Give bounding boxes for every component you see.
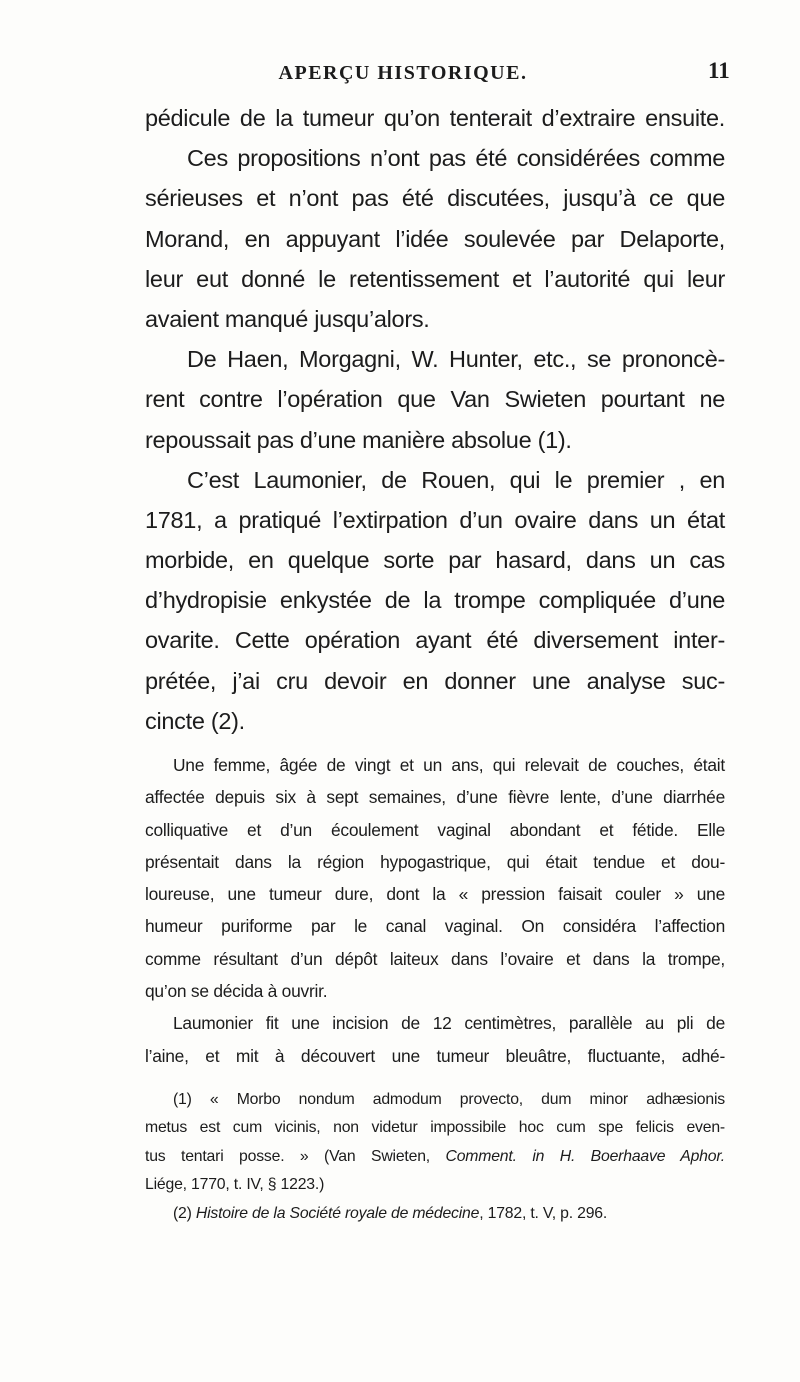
case-line: présentait dans la région hypogastrique, qui était tendue et dou- [145, 851, 725, 872]
text-line: avaient manqué jusqu’alors. [145, 305, 430, 332]
text-line: Morand, en appuyant l’idée soulevée par Delaporte, [145, 225, 725, 252]
text-line: prétée, j’ai cru devoir en donner une analyse suc- [145, 667, 725, 694]
case-line: comme résultant d’un dépôt laiteux dans l’ovaire et dans la trompe, [145, 948, 725, 969]
main-text [145, 98, 725, 741]
text-line: repoussait pas d’une manière absolue (1). [145, 426, 572, 453]
text-line: cincte (2). [145, 707, 245, 734]
footnote-line [145, 1200, 725, 1228]
text-line: ovarite. Cette opération ayant été diversement inter- [145, 627, 725, 654]
case-line: loureuse, une tumeur dure, dont la « pression faisait couler » une [145, 884, 725, 905]
text-line: d’hydropisie enkystée de la trompe compliquée d’une [145, 587, 725, 614]
footnote-line [145, 1143, 725, 1171]
text-line: De Haen, Morgagni, W. Hunter, etc., se prononcè- [187, 346, 725, 373]
case-line: Laumonier fit une incision de 12 centimètres, parallèle au pli de [173, 1013, 725, 1034]
body-text [145, 98, 725, 1228]
text-line: sérieuses et n’ont pas été discutées, jusqu’à ce que [145, 185, 725, 212]
footnote-text: tus tentari posse. » (Van Swieten, [145, 1147, 446, 1165]
footnote-text: , 1782, t. V, p. 296. [479, 1204, 608, 1222]
footnote-cited-title: Histoire de la Société royale de médecine [195, 1204, 480, 1222]
footnote-line: (1) « Morbo nondum admodum provecto, dum minor adhæsionis [173, 1090, 725, 1108]
text-line: 1781, a pratiqué l’extirpation d’un ovaire dans un état [145, 506, 725, 533]
case-line: humeur puriforme par le canal vaginal. On considéra l’affection [145, 916, 725, 937]
case-line: Une femme, âgée de vingt et un ans, qui relevait de couches, était [173, 755, 725, 775]
page-number: 11 [708, 58, 730, 83]
text-line: pédicule de la tumeur qu’on tenterait d’extraire ensuite. [145, 105, 725, 131]
case-report [145, 749, 725, 1072]
text-line: leur eut donné le retentissement et l’autorité qui leur [145, 265, 725, 292]
text-line: C’est Laumonier, de Rouen, qui le premier , en [187, 466, 725, 493]
footnotes [145, 1086, 725, 1228]
text-line: Ces propositions n’ont pas été considérées comme [187, 145, 725, 172]
case-line: colliquative et d’un écoulement vaginal abondant et fétide. Elle [145, 819, 725, 840]
text-line: rent contre l’opération que Van Swieten pourtant ne [145, 386, 725, 413]
footnote-line: Liége, 1770, t. IV, § 1223.) [145, 1176, 325, 1194]
footnote-text: (2) [173, 1204, 196, 1222]
case-line: l’aine, et mit à découvert une tumeur bleuâtre, fluctuante, adhé- [145, 1045, 725, 1066]
footnote-line: metus est cum vicinis, non videtur impossibile hoc cum spe felicis even- [145, 1119, 725, 1137]
footnote-cited-title: Comment. in H. Boerhaave Aphor. [445, 1147, 725, 1165]
case-line: qu’on se décida à ouvrir. [145, 981, 328, 1002]
text-line: morbide, en quelque sorte par hasard, dans un cas [145, 547, 725, 574]
running-head: APERÇU HISTORIQUE. [278, 62, 528, 84]
case-line: affectée depuis six à sept semaines, d’une fièvre lente, d’une diarrhée [145, 787, 725, 808]
